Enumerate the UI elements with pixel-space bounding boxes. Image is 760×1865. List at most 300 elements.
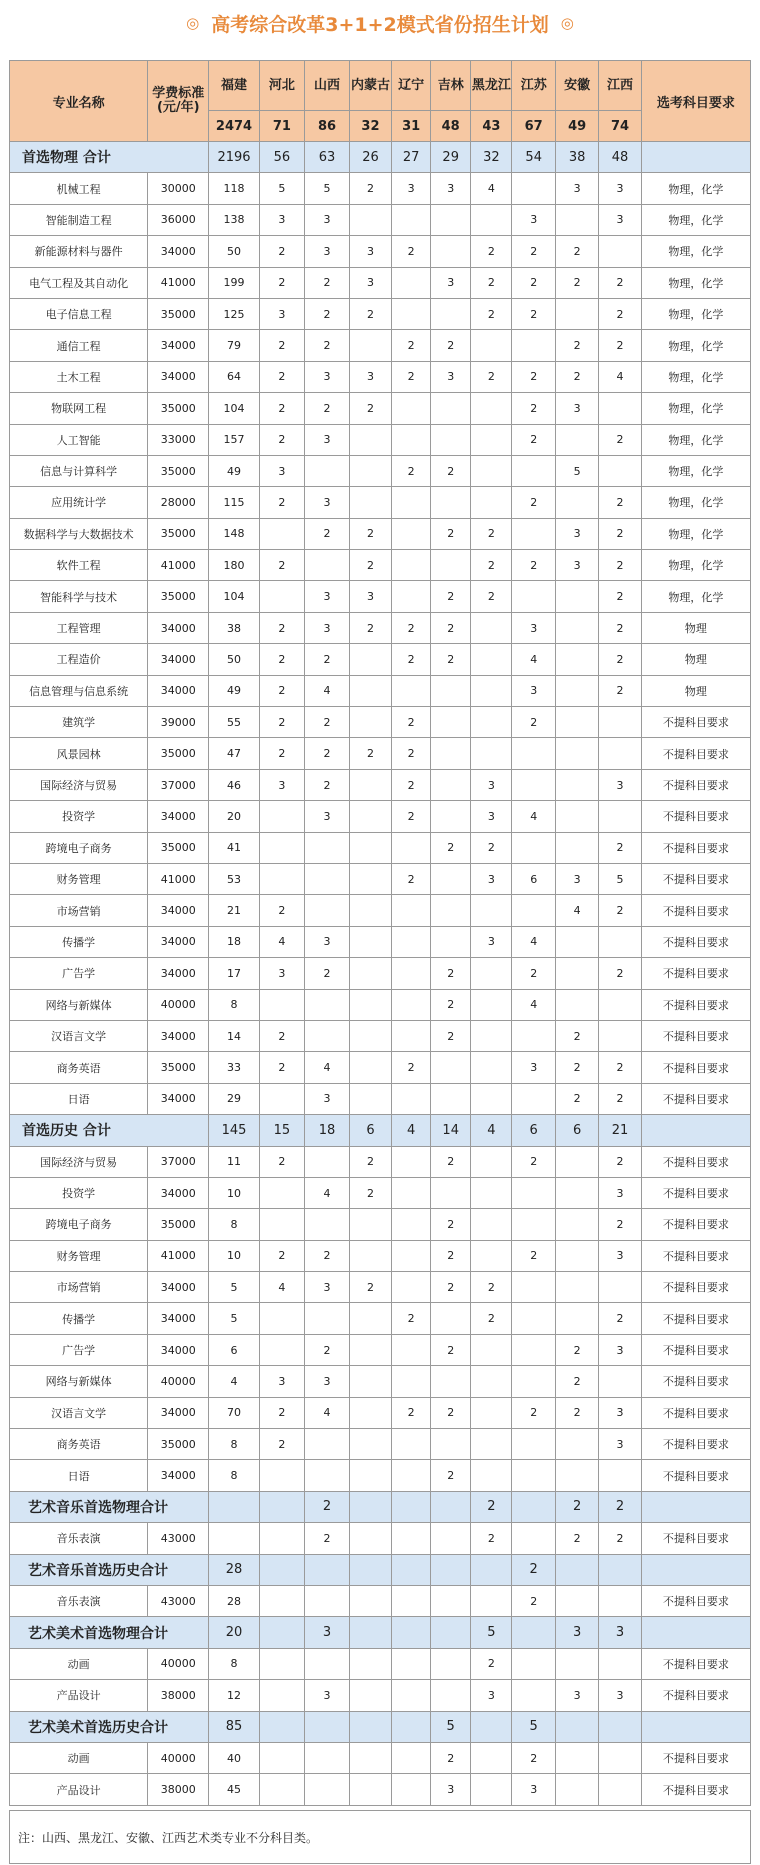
enrollment-count — [349, 1429, 391, 1460]
major-name: 建筑学 — [10, 707, 148, 738]
enrollment-count: 21 — [209, 895, 259, 926]
enrollment-count — [555, 1585, 598, 1616]
enrollment-count: 18 — [209, 926, 259, 957]
enrollment-count: 4 — [512, 801, 555, 832]
enrollment-count: 3 — [599, 1429, 641, 1460]
enrollment-count: 2 — [259, 675, 305, 706]
enrollment-count: 2 — [599, 298, 641, 329]
subject-requirement: 物理 — [641, 644, 750, 675]
section-count: 2 — [471, 1491, 512, 1522]
header-province: 黑龙江 — [471, 61, 512, 111]
enrollment-count: 2 — [392, 1303, 431, 1334]
enrollment-count: 4 — [512, 989, 555, 1020]
enrollment-count: 2 — [392, 801, 431, 832]
enrollment-count — [431, 1523, 471, 1554]
enrollment-count — [392, 1648, 431, 1679]
tuition-fee: 35000 — [148, 518, 209, 549]
header-province: 江苏 — [512, 61, 555, 111]
enrollment-count — [555, 801, 598, 832]
enrollment-count — [392, 424, 431, 455]
section-label: 首选历史 合计 — [10, 1115, 209, 1146]
enrollment-count: 49 — [209, 455, 259, 486]
enrollment-count — [471, 330, 512, 361]
table-row — [10, 1052, 751, 1083]
enrollment-count — [555, 424, 598, 455]
enrollment-count: 2 — [349, 518, 391, 549]
subject-requirement: 不提科目要求 — [641, 863, 750, 894]
enrollment-count: 3 — [349, 361, 391, 392]
section-count: 28 — [209, 1554, 259, 1585]
enrollment-count: 3 — [305, 1680, 350, 1711]
tuition-fee: 40000 — [148, 989, 209, 1020]
table-row — [10, 1366, 751, 1397]
subject-requirement: 不提科目要求 — [641, 738, 750, 769]
enrollment-count: 49 — [209, 675, 259, 706]
enrollment-count: 2 — [392, 863, 431, 894]
tuition-fee: 39000 — [148, 707, 209, 738]
enrollment-count: 2 — [512, 1397, 555, 1428]
enrollment-count — [349, 1334, 391, 1365]
enrollment-count: 2 — [259, 236, 305, 267]
major-name: 国际经济与贸易 — [10, 1146, 148, 1177]
tuition-fee: 35000 — [148, 1209, 209, 1240]
section-count: 3 — [555, 1617, 598, 1648]
enrollment-count — [599, 1366, 641, 1397]
enrollment-count — [392, 1680, 431, 1711]
enrollment-count — [555, 738, 598, 769]
subject-requirement: 不提科目要求 — [641, 1774, 750, 1805]
enrollment-count: 104 — [209, 393, 259, 424]
province-total: 86 — [305, 111, 350, 142]
enrollment-count: 2 — [349, 173, 391, 204]
subject-requirement: 不提科目要求 — [641, 1240, 750, 1271]
enrollment-count: 3 — [599, 173, 641, 204]
tuition-fee: 40000 — [148, 1742, 209, 1773]
enrollment-count — [431, 550, 471, 581]
table-row — [10, 895, 751, 926]
section-total-row — [10, 142, 751, 173]
enrollment-count — [349, 707, 391, 738]
enrollment-count: 2 — [431, 1146, 471, 1177]
enrollment-count: 3 — [599, 1240, 641, 1271]
table-row — [10, 1146, 751, 1177]
enrollment-count — [392, 1177, 431, 1208]
enrollment-count: 2 — [259, 1429, 305, 1460]
enrollment-count — [599, 393, 641, 424]
enrollment-count — [555, 1240, 598, 1271]
enrollment-count — [512, 173, 555, 204]
subject-requirement: 物理，化学 — [641, 298, 750, 329]
section-count: 5 — [471, 1617, 512, 1648]
header-province: 内蒙古 — [349, 61, 391, 111]
enrollment-count — [349, 1742, 391, 1773]
enrollment-count — [471, 707, 512, 738]
enrollment-count — [392, 1774, 431, 1805]
enrollment-count — [512, 1303, 555, 1334]
subject-requirement: 不提科目要求 — [641, 958, 750, 989]
enrollment-count — [431, 707, 471, 738]
section-count: 14 — [431, 1115, 471, 1146]
province-total: 43 — [471, 111, 512, 142]
enrollment-count — [471, 644, 512, 675]
enrollment-count: 2 — [431, 1272, 471, 1303]
table-row — [10, 989, 751, 1020]
subject-requirement: 不提科目要求 — [641, 1052, 750, 1083]
enrollment-count: 4 — [305, 1397, 350, 1428]
enrollment-count: 2 — [512, 1585, 555, 1616]
header-province: 山西 — [305, 61, 350, 111]
header-province: 吉林 — [431, 61, 471, 111]
section-label: 首选物理 合计 — [10, 142, 209, 173]
section-count — [349, 1491, 391, 1522]
enrollment-count — [471, 958, 512, 989]
enrollment-count — [431, 1177, 471, 1208]
subject-requirement: 不提科目要求 — [641, 1083, 750, 1114]
enrollment-count: 138 — [209, 204, 259, 235]
section-count — [392, 1491, 431, 1522]
tuition-fee: 34000 — [148, 1020, 209, 1051]
section-count: 38 — [555, 142, 598, 173]
province-total: 2474 — [209, 111, 259, 142]
enrollment-count: 2 — [599, 581, 641, 612]
subject-requirement: 不提科目要求 — [641, 1429, 750, 1460]
section-count: 32 — [471, 142, 512, 173]
enrollment-count — [471, 1429, 512, 1460]
enrollment-count: 3 — [599, 769, 641, 800]
enrollment-count: 2 — [599, 612, 641, 643]
tuition-fee: 34000 — [148, 1303, 209, 1334]
enrollment-count — [431, 1648, 471, 1679]
enrollment-count — [512, 1334, 555, 1365]
enrollment-count — [349, 863, 391, 894]
tuition-fee: 36000 — [148, 204, 209, 235]
enrollment-count: 104 — [209, 581, 259, 612]
enrollment-count: 11 — [209, 1146, 259, 1177]
enrollment-count — [259, 581, 305, 612]
subject-requirement: 不提科目要求 — [641, 1585, 750, 1616]
enrollment-count: 3 — [305, 926, 350, 957]
major-name: 动画 — [10, 1648, 148, 1679]
subject-requirement: 物理，化学 — [641, 393, 750, 424]
enrollment-count: 2 — [349, 1272, 391, 1303]
enrollment-count — [599, 989, 641, 1020]
enrollment-count — [431, 424, 471, 455]
table-row — [10, 926, 751, 957]
enrollment-count: 2 — [259, 1052, 305, 1083]
table-row — [10, 1742, 751, 1773]
enrollment-count: 3 — [305, 424, 350, 455]
enrollment-count: 2 — [512, 1742, 555, 1773]
enrollment-count — [259, 1585, 305, 1616]
enrollment-count — [259, 989, 305, 1020]
table-row — [10, 1177, 751, 1208]
enrollment-count: 2 — [555, 330, 598, 361]
enrollment-count — [392, 1146, 431, 1177]
enrollment-count: 2 — [471, 1523, 512, 1554]
major-name: 投资学 — [10, 1177, 148, 1208]
enrollment-count: 157 — [209, 424, 259, 455]
enrollment-count: 3 — [512, 1774, 555, 1805]
enrollment-count: 55 — [209, 707, 259, 738]
subject-requirement: 物理，化学 — [641, 173, 750, 204]
major-name: 汉语言文学 — [10, 1020, 148, 1051]
section-count — [471, 1711, 512, 1742]
enrollment-count: 2 — [305, 1240, 350, 1271]
enrollment-count: 4 — [259, 1272, 305, 1303]
section-count: 6 — [555, 1115, 598, 1146]
subject-requirement: 不提科目要求 — [641, 1020, 750, 1051]
tuition-fee: 34000 — [148, 1334, 209, 1365]
subject-requirement: 不提科目要求 — [641, 1334, 750, 1365]
enrollment-count: 2 — [555, 1020, 598, 1051]
enrollment-count — [471, 455, 512, 486]
subject-requirement: 物理，化学 — [641, 236, 750, 267]
enrollment-count — [349, 1083, 391, 1114]
tuition-fee: 35000 — [148, 393, 209, 424]
header-province: 江西 — [599, 61, 641, 111]
section-total-row — [10, 1711, 751, 1742]
enrollment-count — [599, 926, 641, 957]
tuition-fee: 34000 — [148, 612, 209, 643]
enrollment-count — [349, 487, 391, 518]
enrollment-count: 50 — [209, 236, 259, 267]
enrollment-count: 3 — [599, 1397, 641, 1428]
enrollment-count: 2 — [392, 1052, 431, 1083]
enrollment-count: 8 — [209, 1209, 259, 1240]
tuition-fee: 37000 — [148, 1146, 209, 1177]
enrollment-count: 38 — [209, 612, 259, 643]
enrollment-count: 45 — [209, 1774, 259, 1805]
enrollment-count: 2 — [392, 769, 431, 800]
major-name: 财务管理 — [10, 1240, 148, 1271]
enrollment-count: 2 — [259, 267, 305, 298]
table-row — [10, 1240, 751, 1271]
enrollment-count: 4 — [259, 926, 305, 957]
section-label: 艺术美术首选历史合计 — [10, 1711, 209, 1742]
enrollment-count: 2 — [599, 424, 641, 455]
enrollment-count: 2 — [259, 487, 305, 518]
enrollment-count: 2 — [431, 455, 471, 486]
enrollment-count: 2 — [431, 518, 471, 549]
enrollment-count — [392, 1272, 431, 1303]
enrollment-count: 70 — [209, 1397, 259, 1428]
tuition-fee: 35000 — [148, 581, 209, 612]
enrollment-count — [305, 1742, 350, 1773]
enrollment-count: 2 — [512, 487, 555, 518]
enrollment-count: 50 — [209, 644, 259, 675]
enrollment-count: 2 — [512, 267, 555, 298]
enrollment-count: 2 — [431, 832, 471, 863]
enrollment-count: 3 — [349, 267, 391, 298]
enrollment-count: 2 — [599, 267, 641, 298]
major-name: 信息管理与信息系统 — [10, 675, 148, 706]
section-count — [392, 1554, 431, 1585]
enrollment-count: 2 — [392, 330, 431, 361]
section-count: 63 — [305, 142, 350, 173]
enrollment-count — [512, 1429, 555, 1460]
enrollment-count — [349, 832, 391, 863]
major-name: 国际经济与贸易 — [10, 769, 148, 800]
enrollment-count — [512, 1680, 555, 1711]
tuition-fee: 34000 — [148, 1177, 209, 1208]
enrollment-count: 2 — [392, 612, 431, 643]
enrollment-count: 2 — [305, 738, 350, 769]
enrollment-count — [555, 644, 598, 675]
section-requirement — [641, 1554, 750, 1585]
table-header — [10, 61, 751, 142]
enrollment-count — [392, 1020, 431, 1051]
enrollment-count: 3 — [555, 173, 598, 204]
enrollment-count: 2 — [599, 518, 641, 549]
enrollment-count: 5 — [599, 863, 641, 894]
table-row — [10, 832, 751, 863]
enrollment-count: 4 — [305, 1177, 350, 1208]
subject-requirement: 物理，化学 — [641, 581, 750, 612]
enrollment-count: 20 — [209, 801, 259, 832]
section-count — [392, 1711, 431, 1742]
province-total: 31 — [392, 111, 431, 142]
enrollment-count — [349, 1240, 391, 1271]
enrollment-count — [471, 1585, 512, 1616]
province-total: 49 — [555, 111, 598, 142]
enrollment-count: 2 — [431, 989, 471, 1020]
enrollment-count — [512, 738, 555, 769]
major-name: 商务英语 — [10, 1429, 148, 1460]
major-name: 数据科学与大数据技术 — [10, 518, 148, 549]
subject-requirement: 不提科目要求 — [641, 1397, 750, 1428]
enrollment-count: 2 — [259, 1240, 305, 1271]
enrollment-count — [431, 769, 471, 800]
enrollment-count — [259, 1460, 305, 1491]
enrollment-count — [599, 738, 641, 769]
tuition-fee: 35000 — [148, 455, 209, 486]
subject-requirement: 物理，化学 — [641, 330, 750, 361]
section-count: 5 — [512, 1711, 555, 1742]
enrollment-count — [349, 455, 391, 486]
enrollment-count — [555, 298, 598, 329]
enrollment-count: 2 — [259, 738, 305, 769]
enrollment-count — [349, 1648, 391, 1679]
enrollment-count: 2 — [555, 1052, 598, 1083]
major-name: 智能科学与技术 — [10, 581, 148, 612]
section-count — [512, 1491, 555, 1522]
enrollment-count — [599, 1648, 641, 1679]
subject-requirement: 物理，化学 — [641, 204, 750, 235]
major-name: 智能制造工程 — [10, 204, 148, 235]
section-count: 145 — [209, 1115, 259, 1146]
enrollment-count — [349, 424, 391, 455]
enrollment-count: 2 — [392, 361, 431, 392]
enrollment-count: 2 — [555, 1083, 598, 1114]
enrollment-count — [259, 1523, 305, 1554]
table-row — [10, 424, 751, 455]
enrollment-count: 5 — [305, 173, 350, 204]
enrollment-count: 2 — [305, 769, 350, 800]
table-row — [10, 1303, 751, 1334]
enrollment-count — [259, 863, 305, 894]
enrollment-count: 2 — [512, 1146, 555, 1177]
enrollment-count: 2 — [305, 330, 350, 361]
enrollment-count — [512, 895, 555, 926]
enrollment-count: 2 — [599, 1303, 641, 1334]
enrollment-count: 3 — [512, 675, 555, 706]
enrollment-count — [599, 707, 641, 738]
enrollment-count — [471, 1209, 512, 1240]
major-name: 商务英语 — [10, 1052, 148, 1083]
enrollment-count — [259, 1742, 305, 1773]
enrollment-count: 8 — [209, 1460, 259, 1491]
section-requirement — [641, 1115, 750, 1146]
enrollment-count — [349, 1774, 391, 1805]
section-count: 6 — [349, 1115, 391, 1146]
enrollment-count — [471, 1240, 512, 1271]
enrollment-count: 2 — [555, 1366, 598, 1397]
enrollment-count: 8 — [209, 1648, 259, 1679]
section-requirement — [641, 142, 750, 173]
enrollment-count — [431, 393, 471, 424]
enrollment-count: 2 — [471, 581, 512, 612]
enrollment-count: 2 — [471, 550, 512, 581]
enrollment-count: 2 — [512, 550, 555, 581]
enrollment-count — [259, 1774, 305, 1805]
enrollment-count — [471, 487, 512, 518]
enrollment-count: 3 — [305, 236, 350, 267]
province-total: 32 — [349, 111, 391, 142]
enrollment-count — [349, 1209, 391, 1240]
enrollment-count — [259, 1177, 305, 1208]
enrollment-count — [305, 832, 350, 863]
enrollment-count: 115 — [209, 487, 259, 518]
table-row — [10, 1648, 751, 1679]
enrollment-count — [512, 1460, 555, 1491]
enrollment-count — [349, 1523, 391, 1554]
enrollment-count: 2 — [305, 298, 350, 329]
enrollment-count: 2 — [512, 958, 555, 989]
enrollment-count: 2 — [349, 1146, 391, 1177]
header-requirement: 选考科目要求 — [641, 61, 750, 142]
enrollment-count — [349, 1366, 391, 1397]
enrollment-count — [305, 1303, 350, 1334]
table-row — [10, 330, 751, 361]
enrollment-count — [555, 769, 598, 800]
enrollment-count: 3 — [349, 581, 391, 612]
enrollment-count — [431, 895, 471, 926]
enrollment-count: 2 — [599, 1209, 641, 1240]
enrollment-count — [259, 1334, 305, 1365]
enrollment-count: 2 — [392, 236, 431, 267]
enrollment-count: 2 — [512, 393, 555, 424]
enrollment-count: 2 — [471, 298, 512, 329]
enrollment-count — [349, 895, 391, 926]
header-province: 福建 — [209, 61, 259, 111]
section-count — [209, 1491, 259, 1522]
table-row — [10, 1272, 751, 1303]
enrollment-count: 4 — [471, 173, 512, 204]
enrollment-count: 8 — [209, 1429, 259, 1460]
tuition-fee: 34000 — [148, 675, 209, 706]
enrollment-count: 2 — [512, 361, 555, 392]
major-name: 产品设计 — [10, 1680, 148, 1711]
enrollment-count — [349, 926, 391, 957]
enrollment-count — [431, 926, 471, 957]
enrollment-count: 2 — [599, 330, 641, 361]
enrollment-count: 3 — [349, 236, 391, 267]
enrollment-count: 148 — [209, 518, 259, 549]
section-count — [431, 1617, 471, 1648]
enrollment-count — [512, 581, 555, 612]
table-row — [10, 298, 751, 329]
major-name: 通信工程 — [10, 330, 148, 361]
